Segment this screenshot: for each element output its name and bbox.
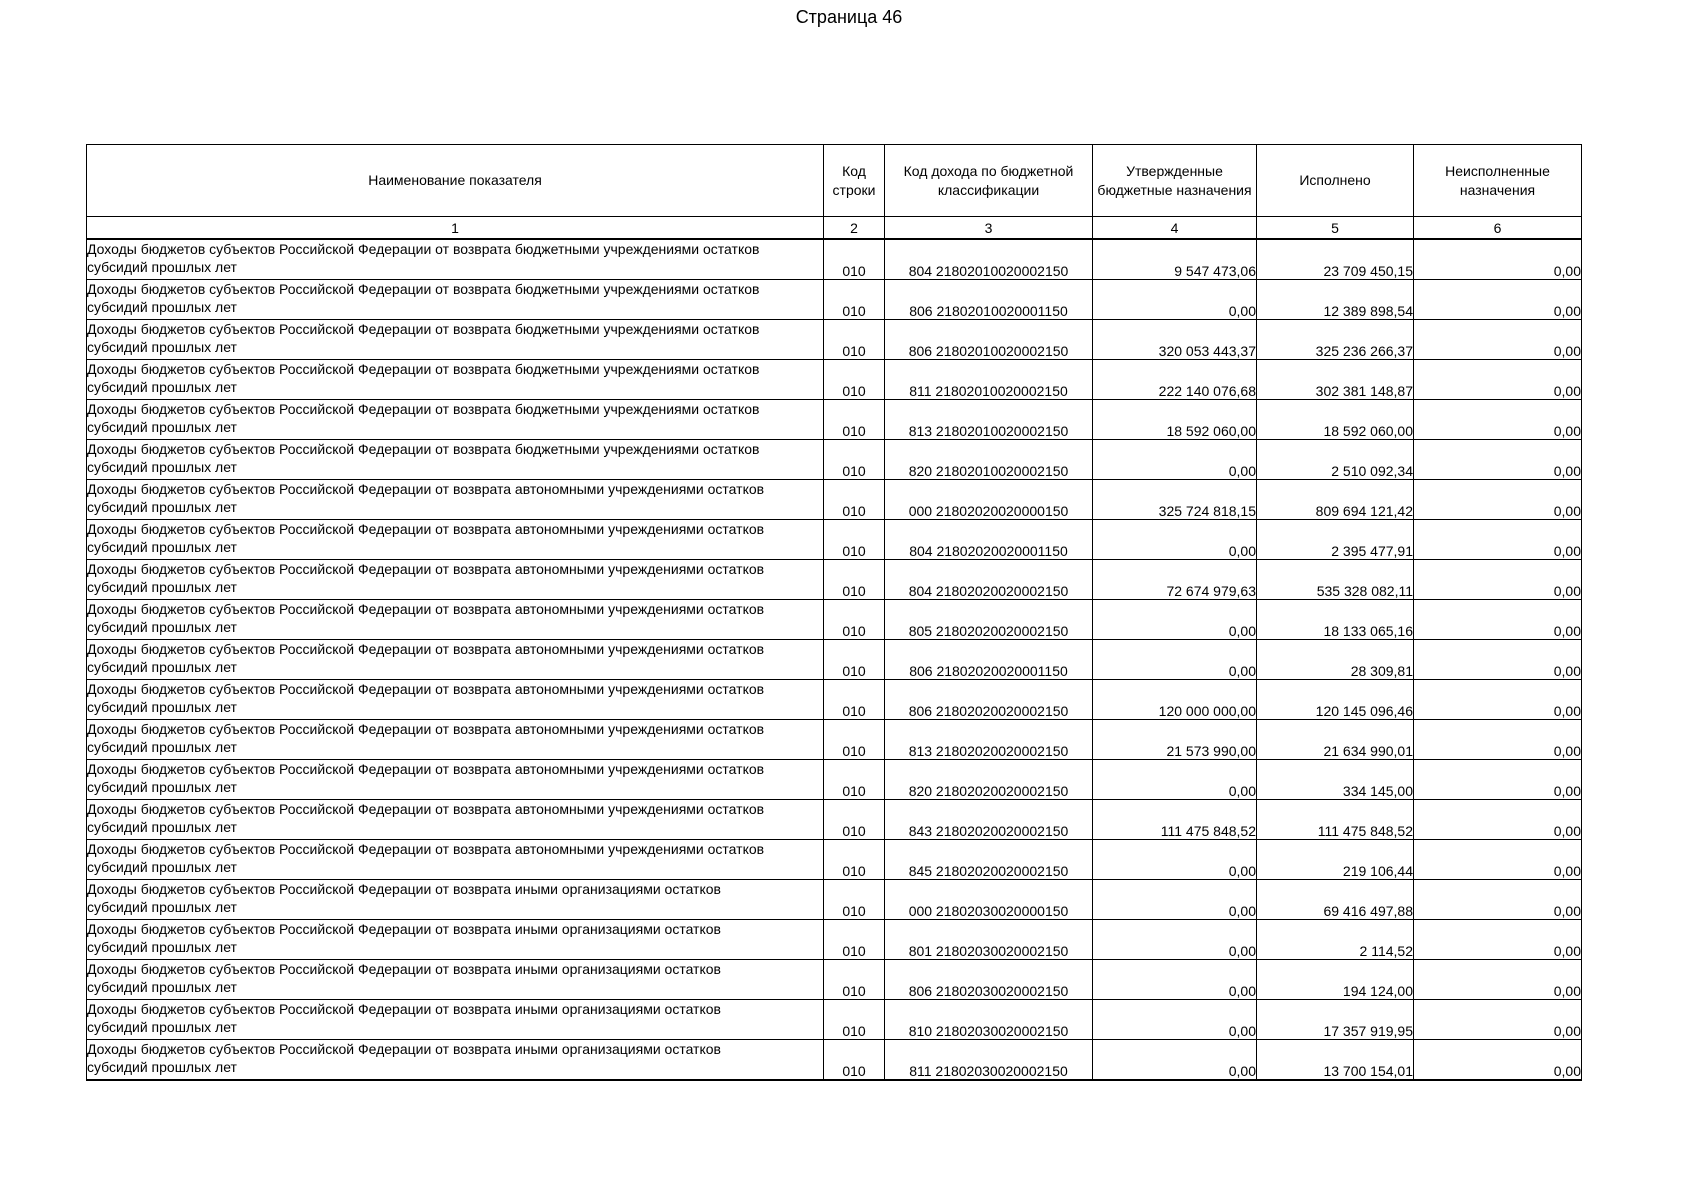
cell-name: Доходы бюджетов субъектов Российской Федерации от возврата автономными учреждениями остатков субсидий прошлых лет [87,720,824,760]
cell-unexecuted: 0,00 [1414,600,1582,640]
cell-name: Доходы бюджетов субъектов Российской Федерации от возврата иными организациями остатков субсидий прошлых лет [87,920,824,960]
cell-executed: 219 106,44 [1257,840,1414,880]
cell-executed: 334 145,00 [1257,760,1414,800]
cell-classification-code: 806 21802020020001150 [885,640,1093,680]
cell-row-code: 010 [824,800,885,840]
cell-row-code: 010 [824,600,885,640]
cell-unexecuted: 0,00 [1414,880,1582,920]
table-row [87,840,1582,880]
cell-unexecuted: 0,00 [1414,640,1582,680]
cell-executed: 21 634 990,01 [1257,720,1414,760]
cell-approved: 72 674 979,63 [1093,560,1257,600]
cell-name: Доходы бюджетов субъектов Российской Федерации от возврата бюджетными учреждениями остатков субсидий прошлых лет [87,440,824,480]
cell-approved: 9 547 473,06 [1093,239,1257,280]
cell-approved: 0,00 [1093,520,1257,560]
column-number: 2 [824,217,885,240]
page-title: Страница 46 [795,7,903,27]
cell-row-code: 010 [824,1040,885,1081]
cell-executed: 2 114,52 [1257,920,1414,960]
cell-classification-code: 813 21802020020002150 [885,720,1093,760]
cell-approved: 0,00 [1093,880,1257,920]
cell-unexecuted: 0,00 [1414,520,1582,560]
cell-row-code: 010 [824,440,885,480]
table-row [87,520,1582,560]
cell-name: Доходы бюджетов субъектов Российской Федерации от возврата бюджетными учреждениями остатков субсидий прошлых лет [87,360,824,400]
cell-classification-code: 806 21802010020002150 [885,320,1093,360]
cell-executed: 17 357 919,95 [1257,1000,1414,1040]
table-row [87,880,1582,920]
header-code: Код строки [824,145,885,217]
cell-approved: 18 592 060,00 [1093,400,1257,440]
cell-executed: 809 694 121,42 [1257,480,1414,520]
cell-row-code: 010 [824,320,885,360]
cell-executed: 18 592 060,00 [1257,400,1414,440]
cell-executed: 535 328 082,11 [1257,560,1414,600]
column-number: 3 [885,217,1093,240]
cell-classification-code: 845 21802020020002150 [885,840,1093,880]
table-row [87,720,1582,760]
cell-classification-code: 801 21802030020002150 [885,920,1093,960]
cell-name: Доходы бюджетов субъектов Российской Федерации от возврата бюджетными учреждениями остатков субсидий прошлых лет [87,280,824,320]
cell-classification-code: 810 21802030020002150 [885,1000,1093,1040]
cell-approved: 0,00 [1093,280,1257,320]
cell-approved: 325 724 818,15 [1093,480,1257,520]
cell-unexecuted: 0,00 [1414,360,1582,400]
cell-classification-code: 820 21802010020002150 [885,440,1093,480]
cell-name: Доходы бюджетов субъектов Российской Федерации от возврата иными организациями остатков субсидий прошлых лет [87,1040,824,1081]
cell-classification-code: 000 21802030020000150 [885,880,1093,920]
cell-name: Доходы бюджетов субъектов Российской Федерации от возврата автономными учреждениями остатков субсидий прошлых лет [87,840,824,880]
cell-row-code: 010 [824,239,885,280]
header-approved: Утвержденные бюджетные назначения [1093,145,1257,217]
cell-classification-code: 805 21802020020002150 [885,600,1093,640]
table-body [87,239,1582,1080]
cell-approved: 0,00 [1093,920,1257,960]
cell-unexecuted: 0,00 [1414,480,1582,520]
cell-unexecuted: 0,00 [1414,840,1582,880]
cell-unexecuted: 0,00 [1414,1040,1582,1081]
table-row [87,480,1582,520]
table-row [87,760,1582,800]
cell-approved: 120 000 000,00 [1093,680,1257,720]
table-row [87,1040,1582,1081]
cell-executed: 18 133 065,16 [1257,600,1414,640]
cell-classification-code: 811 21802010020002150 [885,360,1093,400]
cell-name: Доходы бюджетов субъектов Российской Федерации от возврата автономными учреждениями остатков субсидий прошлых лет [87,520,824,560]
cell-executed: 302 381 148,87 [1257,360,1414,400]
cell-classification-code: 806 21802020020002150 [885,680,1093,720]
cell-classification-code: 804 21802020020001150 [885,520,1093,560]
cell-classification-code: 811 21802030020002150 [885,1040,1093,1081]
cell-name: Доходы бюджетов субъектов Российской Федерации от возврата автономными учреждениями остатков субсидий прошлых лет [87,680,824,720]
cell-approved: 21 573 990,00 [1093,720,1257,760]
column-number: 5 [1257,217,1414,240]
table-row [87,920,1582,960]
cell-row-code: 010 [824,280,885,320]
cell-row-code: 010 [824,560,885,600]
cell-executed: 28 309,81 [1257,640,1414,680]
cell-unexecuted: 0,00 [1414,239,1582,280]
cell-name: Доходы бюджетов субъектов Российской Федерации от возврата бюджетными учреждениями остатков субсидий прошлых лет [87,239,824,280]
cell-unexecuted: 0,00 [1414,560,1582,600]
cell-name: Доходы бюджетов субъектов Российской Федерации от возврата иными организациями остатков субсидий прошлых лет [87,1000,824,1040]
cell-approved: 0,00 [1093,640,1257,680]
cell-approved: 0,00 [1093,600,1257,640]
table-row [87,360,1582,400]
cell-classification-code: 806 21802030020002150 [885,960,1093,1000]
cell-approved: 0,00 [1093,760,1257,800]
table-row [87,600,1582,640]
cell-name: Доходы бюджетов субъектов Российской Федерации от возврата автономными учреждениями остатков субсидий прошлых лет [87,800,824,840]
cell-approved: 320 053 443,37 [1093,320,1257,360]
column-number: 4 [1093,217,1257,240]
table-row [87,560,1582,600]
cell-name: Доходы бюджетов субъектов Российской Федерации от возврата бюджетными учреждениями остатков субсидий прошлых лет [87,320,824,360]
cell-approved: 0,00 [1093,440,1257,480]
cell-row-code: 010 [824,360,885,400]
header-unexecuted: Неисполненные назначения [1414,145,1582,217]
cell-unexecuted: 0,00 [1414,280,1582,320]
cell-executed: 194 124,00 [1257,960,1414,1000]
table-row [87,239,1582,280]
cell-unexecuted: 0,00 [1414,920,1582,960]
cell-row-code: 010 [824,920,885,960]
cell-classification-code: 000 21802020020000150 [885,480,1093,520]
cell-unexecuted: 0,00 [1414,800,1582,840]
cell-executed: 12 389 898,54 [1257,280,1414,320]
column-number-row [87,217,1582,240]
cell-unexecuted: 0,00 [1414,440,1582,480]
cell-row-code: 010 [824,840,885,880]
cell-name: Доходы бюджетов субъектов Российской Федерации от возврата автономными учреждениями остатков субсидий прошлых лет [87,480,824,520]
cell-row-code: 010 [824,1000,885,1040]
cell-row-code: 010 [824,880,885,920]
cell-row-code: 010 [824,720,885,760]
table-row [87,280,1582,320]
cell-row-code: 010 [824,640,885,680]
cell-approved: 0,00 [1093,840,1257,880]
table-row [87,400,1582,440]
cell-unexecuted: 0,00 [1414,680,1582,720]
table-header-row [87,145,1582,217]
cell-approved: 111 475 848,52 [1093,800,1257,840]
cell-row-code: 010 [824,400,885,440]
cell-name: Доходы бюджетов субъектов Российской Федерации от возврата автономными учреждениями остатков субсидий прошлых лет [87,640,824,680]
cell-name: Доходы бюджетов субъектов Российской Федерации от возврата автономными учреждениями остатков субсидий прошлых лет [87,600,824,640]
cell-executed: 120 145 096,46 [1257,680,1414,720]
cell-executed: 325 236 266,37 [1257,320,1414,360]
table-row [87,800,1582,840]
cell-approved: 0,00 [1093,1040,1257,1081]
table-row [87,640,1582,680]
table-row [87,680,1582,720]
header-executed: Исполнено [1257,145,1414,217]
cell-name: Доходы бюджетов субъектов Российской Федерации от возврата автономными учреждениями остатков субсидий прошлых лет [87,560,824,600]
cell-approved: 0,00 [1093,960,1257,1000]
cell-classification-code: 806 21802010020001150 [885,280,1093,320]
cell-executed: 2 395 477,91 [1257,520,1414,560]
cell-executed: 13 700 154,01 [1257,1040,1414,1081]
cell-executed: 2 510 092,34 [1257,440,1414,480]
cell-classification-code: 843 21802020020002150 [885,800,1093,840]
cell-row-code: 010 [824,760,885,800]
header-classification: Код дохода по бюджетной классификации [885,145,1093,217]
cell-approved: 0,00 [1093,1000,1257,1040]
cell-unexecuted: 0,00 [1414,760,1582,800]
cell-name: Доходы бюджетов субъектов Российской Федерации от возврата автономными учреждениями остатков субсидий прошлых лет [87,760,824,800]
cell-approved: 222 140 076,68 [1093,360,1257,400]
cell-row-code: 010 [824,480,885,520]
cell-unexecuted: 0,00 [1414,1000,1582,1040]
table-row [87,960,1582,1000]
cell-classification-code: 804 21802020020002150 [885,560,1093,600]
cell-classification-code: 813 21802010020002150 [885,400,1093,440]
cell-name: Доходы бюджетов субъектов Российской Федерации от возврата иными организациями остатков субсидий прошлых лет [87,880,824,920]
cell-row-code: 010 [824,960,885,1000]
column-number: 1 [87,217,824,240]
cell-executed: 69 416 497,88 [1257,880,1414,920]
cell-unexecuted: 0,00 [1414,720,1582,760]
cell-classification-code: 820 21802020020002150 [885,760,1093,800]
table-row [87,1000,1582,1040]
table-row [87,440,1582,480]
cell-executed: 23 709 450,15 [1257,239,1414,280]
cell-row-code: 010 [824,680,885,720]
cell-unexecuted: 0,00 [1414,960,1582,1000]
column-number: 6 [1414,217,1582,240]
cell-row-code: 010 [824,520,885,560]
table-row [87,320,1582,360]
cell-name: Доходы бюджетов субъектов Российской Федерации от возврата бюджетными учреждениями остатков субсидий прошлых лет [87,400,824,440]
cell-unexecuted: 0,00 [1414,320,1582,360]
cell-name: Доходы бюджетов субъектов Российской Федерации от возврата иными организациями остатков субсидий прошлых лет [87,960,824,1000]
budget-report-table [86,144,1582,1081]
cell-executed: 111 475 848,52 [1257,800,1414,840]
header-name: Наименование показателя [87,145,824,217]
cell-classification-code: 804 21802010020002150 [885,239,1093,280]
cell-unexecuted: 0,00 [1414,400,1582,440]
